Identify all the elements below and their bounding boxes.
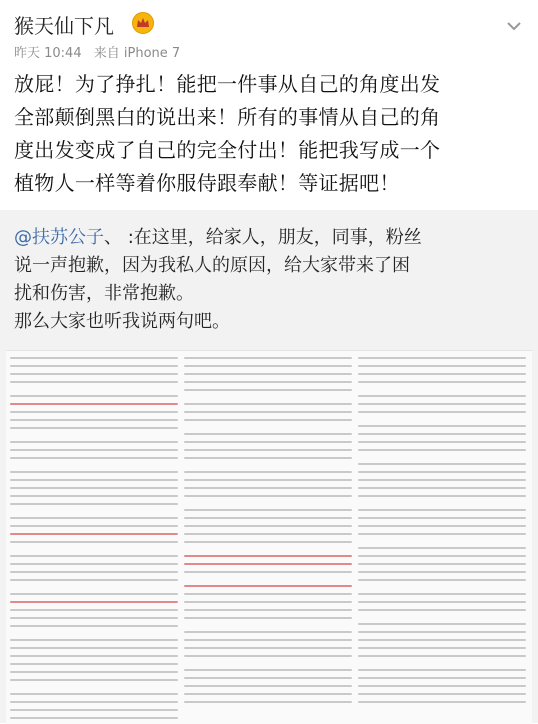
repost-line: 说一声抱歉，因为我私人的原因，给大家带来了困 — [14, 255, 410, 276]
repost-card[interactable] — [0, 210, 538, 723]
post-source: 来自 iPhone 7 — [93, 46, 181, 61]
post-time: 昨天 10:44 — [14, 46, 82, 61]
mention-link[interactable]: @扶苏公子 — [14, 227, 104, 248]
repost-line: 扰和伤害，非常抱歉。 — [14, 283, 194, 304]
crown-icon — [132, 12, 154, 34]
image-text-column — [10, 357, 178, 717]
repost-line — [14, 224, 526, 252]
attached-text-image[interactable] — [6, 350, 532, 724]
post-body — [14, 68, 526, 200]
repost-line-text: 、 :在这里，给家人，朋友，同事，粉丝 — [104, 227, 422, 248]
post-line: 度出发变成了自己的完全付出！能把我写成一个 — [14, 138, 441, 162]
post-meta — [14, 42, 188, 61]
image-text-column — [358, 357, 526, 717]
image-text-column — [184, 357, 352, 717]
chevron-down-icon[interactable] — [504, 16, 524, 36]
post-line: 全部颠倒黑白的说出来！所有的事情从自己的角 — [14, 105, 441, 129]
post-line: 放屁！为了挣扎！能把一件事从自己的角度出发 — [14, 72, 441, 96]
post-header — [14, 8, 524, 68]
post-line: 植物人一样等着你服侍跟奉献！等证据吧！ — [14, 171, 400, 195]
repost-body — [14, 224, 526, 336]
repost-line: 那么大家也听我说两句吧。 — [14, 311, 230, 332]
username[interactable]: 猴天仙下凡 — [14, 14, 114, 38]
